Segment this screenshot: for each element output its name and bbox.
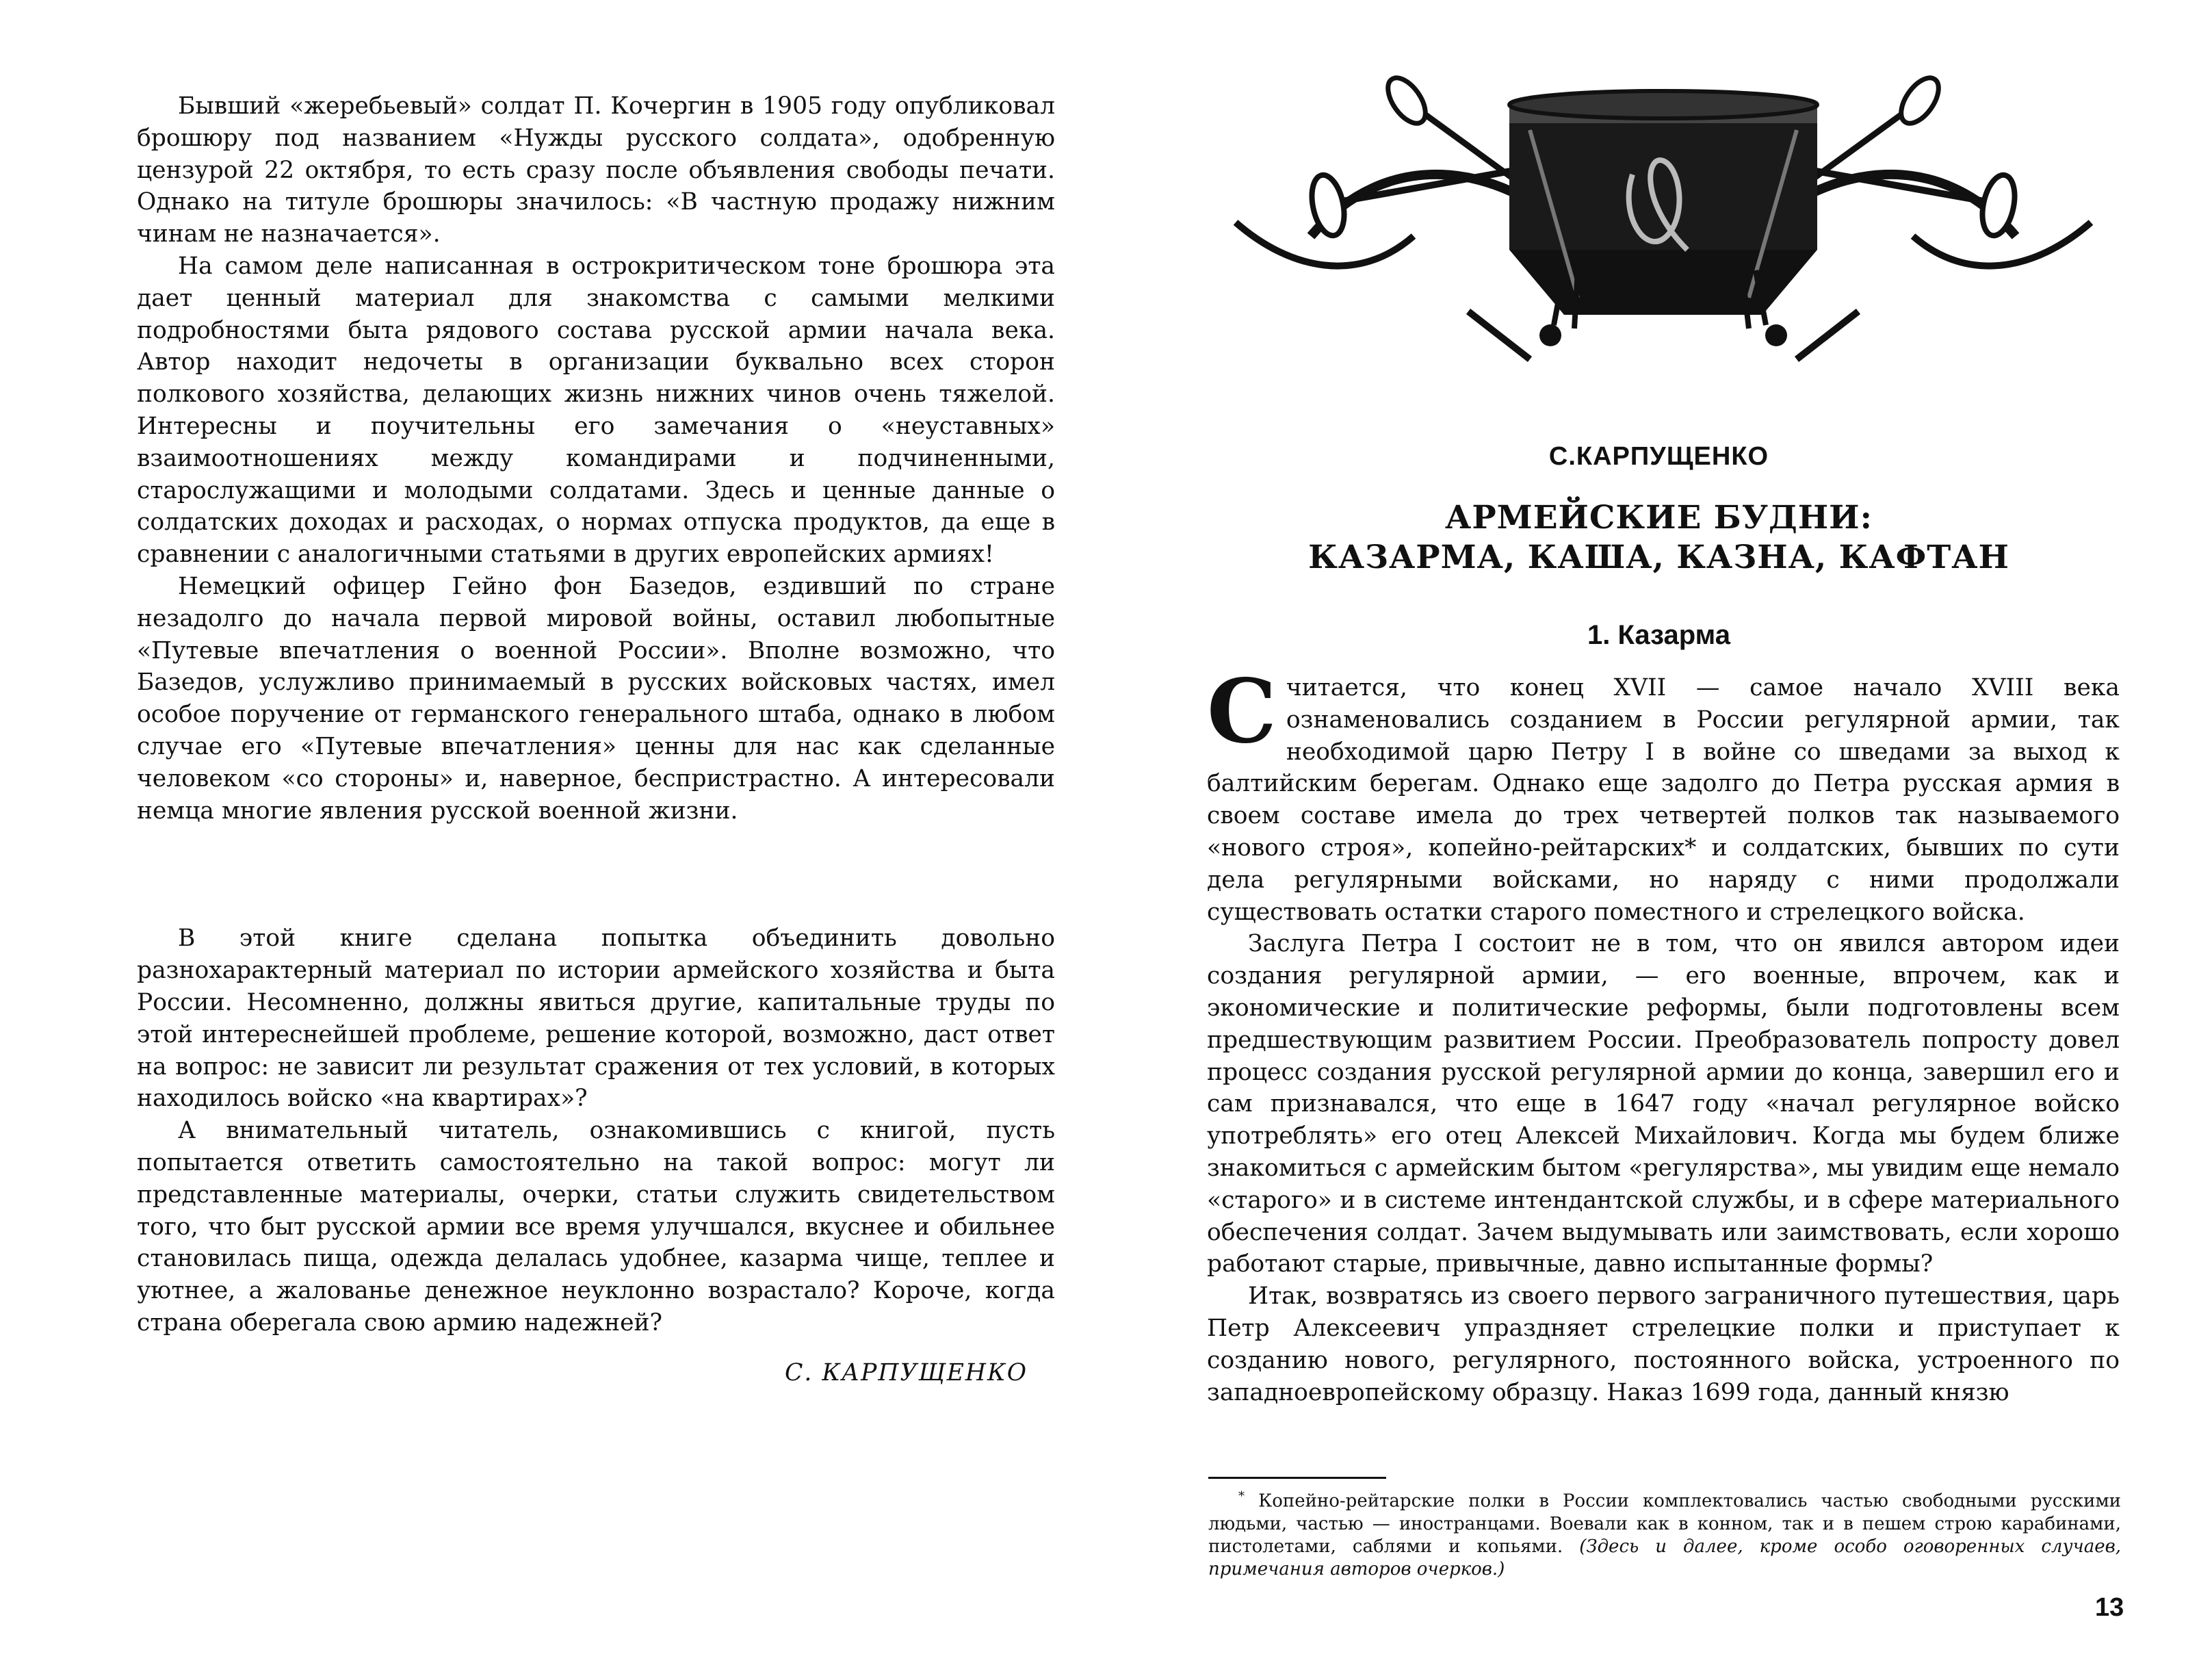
author-signature: С. КАРПУЩЕНКО bbox=[784, 1358, 1028, 1386]
article-title-line: АРМЕЙСКИЕ БУДНИ: bbox=[1445, 499, 1873, 537]
article-title-line: КАЗАРМА, КАША, КАЗНА, КАФТАН bbox=[1308, 539, 2009, 576]
left-page-text bbox=[137, 90, 1055, 1389]
paragraph: Итак, возвратясь из своего первого заграничного путешествия, царь Петр Алексеевич упраздняет стрелецкие полки и приступает к созданию нового, регулярного, постоянного войска, устроенного по западноевропейскому образцу. Наказ 1699 года, данный князю bbox=[1207, 1282, 2120, 1406]
paragraph: Бывший «жеребьевый» солдат П. Кочергин в 1905 году опубликовал брошюру под названием «Нужды русского солдата», одобренную цензурой 22 октября, то есть сразу после объявления свободы печати. Однако на титуле брошюры значилось: «В частную продажу нижним чинам не назначается». bbox=[137, 92, 1055, 248]
footnote bbox=[1208, 1485, 2121, 1581]
paragraph bbox=[1207, 660, 2120, 928]
footnote-marker: * bbox=[1238, 1489, 1245, 1503]
footnote-divider bbox=[1208, 1477, 1386, 1479]
article-title bbox=[1106, 498, 2212, 578]
section-gap bbox=[137, 827, 1055, 922]
right-page bbox=[1106, 0, 2212, 1665]
paragraph: Немецкий офицер Гейно фон Базедов, ездивший по стране незадолго до начала первой мировой войны, оставил любопытные «Путевые впечатления о военной России». Вполне возможно, что Базедов, услужливо принимаемый в русских войсковых частях, имел особое поручение от германского генерального штаба, однако в любом случае его «Путевые впечатления» ценны для нас как сделанные человеком «со стороны» и, наверное, беспристрастно. А интересовали немца многие явления русской военной жизни. bbox=[137, 572, 1055, 825]
paragraph-text: читается, что конец XVII — самое начало XVIII века ознаменовались созданием в России регулярной армии, так необходимой царю Петру I в войне со шведами за выход к балтийским берегам. Однако еще задолго до Петра русская армия в своем составе имела до трех четвертей полков так называемого «нового строя», копейно-рейтарских* и солдатских, бывших по сути дела регулярными войсками, но наряду с ними продолжали существовать остатки старого поместного и стрелецкого войска. bbox=[1207, 674, 2120, 926]
footnote-text: Копейно-рейтарские полки в России комплектовались частью свободными русскими людьми, частью — иностранцами. Воевали как в конном, так и в пешем строю карабинами, пистолетами, саблями и копьями. bbox=[1208, 1490, 2122, 1557]
drop-cap: С bbox=[1207, 660, 1277, 763]
footnote-editorial-note: (Здесь и далее, кроме особо оговоренных случаев, примечания авторов очерков.) bbox=[1208, 1536, 2122, 1579]
right-page-text bbox=[1207, 660, 2120, 1408]
paragraph: На самом деле написанная в острокритическом тоне брошюра эта дает ценный материал для знакомства с самыми мелкими подробностями быта рядового состава русской армии начала века. Автор находит недочеты в организации буквально всех сторон полкового хозяйства, делающих жизнь нижних чинов очень тяжелой. Интересны и поучительны его замечания о «неуставных» взаимоотношениях между командирами и подчиненными, старослужащими и молодыми солдатами. Здесь и ценные данные о солдатских доходах и расходах, о нормах отпуска продуктов, да еще в сравнении с аналогичными статьями в других европейских армиях! bbox=[137, 252, 1055, 569]
page-number: 13 bbox=[2095, 1593, 2124, 1622]
paragraph: В этой книге сделана попытка объединить довольно разнохарактерный материал по истории армейского хозяйства и быта России. Несомненно, должны явиться другие, капитальные труды по этой интереснейшей проблеме, решение которой, возможно, даст ответ на вопрос: не зависит ли результат сражения от тех условий, в которых находилось войско «на квартирах»? bbox=[137, 925, 1055, 1113]
article-author: С.КАРПУЩЕНКО bbox=[1548, 442, 1769, 471]
drum-and-trumpets-ornament-icon bbox=[1208, 65, 2118, 366]
paragraph: Заслуга Петра I состоит не в том, что он явился автором идеи создания регулярной армии, — его военные, впрочем, как и экономические и политические реформы, были подготовлены всем предшествующим развитием России. Преобразователь попросту довел процесс создания русской регулярной армии до конца, завершил его и сам признавался, что еще в 1647 году «начал регулярное войско употреблять» его отец Алексей Михайлович. Когда мы будем ближе знакомиться с армейским бытом «регулярства», мы увидим еще немало «старого» и в системе интендантской службы, и в сфере материального обеспечения солдат. Зачем выдумывать или заимствовать, если хорошо работают старые, привычные, давно испытанные формы? bbox=[1207, 930, 2120, 1278]
section-heading: 1. Казарма bbox=[1587, 620, 1730, 650]
paragraph: А внимательный читатель, ознакомившись с книгой, пусть попытается ответить самостоятельно на такой вопрос: могут ли представленные материалы, очерки, статьи служить свидетельством того, что быт русской армии все время улучшался, вкуснее и обильнее становилась пища, одежда делалась удобнее, казарма чище, теплее и уютнее, а жалованье денежное неуклонно возрастало? Короче, когда страна оберегала свою армию надежней? bbox=[137, 1117, 1055, 1337]
